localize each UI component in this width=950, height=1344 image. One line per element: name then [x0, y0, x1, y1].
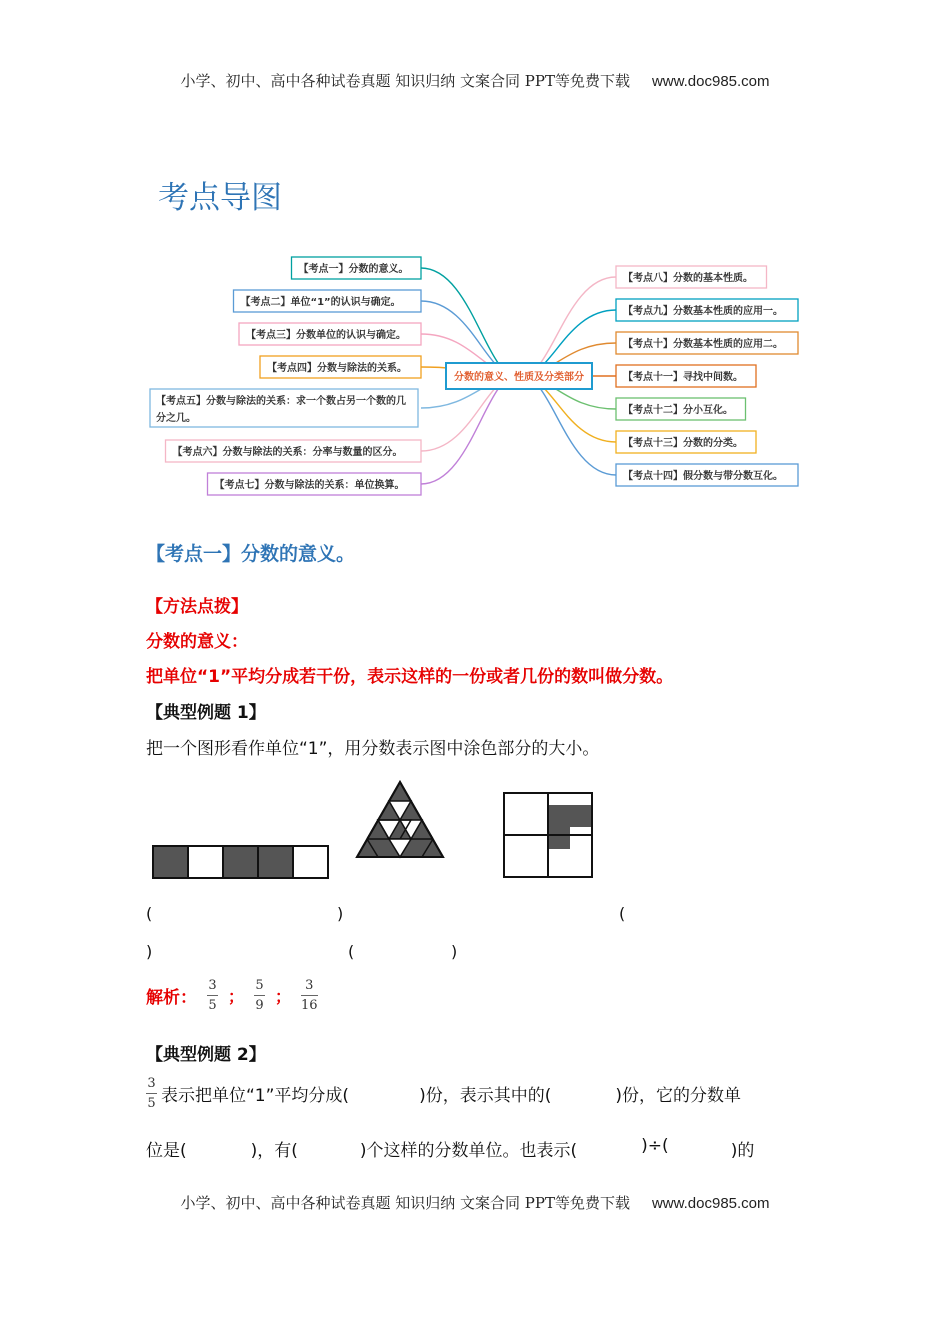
mind-map-node-right	[616, 266, 767, 288]
method-label: 【方法点拨】	[146, 597, 248, 617]
bar-cell-empty	[293, 846, 328, 878]
blank-2-open[interactable]: (	[619, 904, 626, 923]
mind-map-node-left	[150, 389, 418, 427]
numerator: 5	[255, 978, 264, 993]
mind-map-node-right	[616, 332, 798, 354]
answer-fraction-1	[207, 978, 218, 1013]
bar-cell-shaded	[153, 846, 188, 878]
example1-question: 把一个图形看作单位“1”，用分数表示图中涂色部分的大小。	[146, 739, 600, 759]
meaning-label: 分数的意义：	[146, 632, 248, 652]
square-white-small	[570, 827, 592, 849]
mind-map	[146, 246, 802, 508]
fraction-bar	[207, 995, 218, 996]
line2-part-b: )，有(	[250, 1141, 298, 1161]
mind-map-node-right	[616, 464, 798, 486]
node-label: 【考点十一】寻找中间数。	[623, 372, 743, 383]
page-header	[0, 70, 950, 91]
node-label: 【考点八】分数的基本性质。	[623, 273, 753, 284]
example1-figures	[150, 776, 610, 882]
line2-part-a: 位是(	[146, 1141, 187, 1161]
answer-label: 解析：	[146, 988, 197, 1008]
square-figure	[504, 793, 592, 877]
bar-figure	[153, 846, 328, 878]
mind-map-node-left	[234, 290, 422, 312]
mind-map-node-right	[616, 431, 756, 453]
mind-map-center	[446, 363, 592, 389]
node-label: 【考点四】分数与除法的关系。	[267, 363, 407, 374]
blank[interactable]	[187, 1136, 251, 1161]
denominator: 9	[255, 998, 264, 1013]
line1-part-b: )份，表示其中的(	[419, 1086, 552, 1106]
blank-3-open[interactable]: (	[348, 942, 355, 961]
example2-line2	[146, 1136, 754, 1161]
node-label: 【考点三】分数单位的认识与确定。	[246, 330, 406, 341]
example2-line1	[146, 1076, 810, 1111]
node-label: 【考点十】分数基本性质的应用二。	[623, 339, 783, 350]
line2-part-d: )÷(	[641, 1136, 669, 1156]
mind-map-node-right	[616, 398, 746, 420]
node-label: 【考点六】分数与除法的关系：分率与数量的区分。	[172, 447, 403, 458]
example1-answer	[146, 978, 318, 1013]
footer-text: 小学、初中、高中各种试卷真题 知识归纳 文案合同 PPT等免费下载	[180, 1194, 630, 1212]
node-label: 【考点七】分数与除法的关系：单位换算。	[214, 480, 405, 491]
blank-1-open[interactable]: (	[146, 904, 153, 923]
blank-2-close[interactable]: )	[146, 942, 153, 961]
numerator: 3	[147, 1076, 156, 1091]
footer-url[interactable]: www.doc985.com	[651, 1195, 770, 1212]
mind-map-node-left	[260, 356, 421, 378]
mind-map-node-right	[616, 299, 798, 321]
answer-separator: ；	[275, 987, 292, 1006]
example1-label: 【典型例题 1】	[146, 703, 266, 723]
blank-3-close[interactable]: )	[451, 942, 458, 961]
numerator: 3	[208, 978, 217, 993]
bar-cell-empty	[188, 846, 223, 878]
node-label: 【考点九】分数基本性质的应用一。	[623, 306, 783, 317]
page-title: 考点导图	[158, 180, 282, 216]
mind-map-node-right	[616, 365, 756, 387]
denominator: 5	[147, 1096, 156, 1111]
numerator: 3	[305, 978, 314, 993]
blank[interactable]	[298, 1136, 360, 1161]
answer-separator: ；	[228, 987, 245, 1006]
line2-part-e: )的	[730, 1141, 755, 1161]
denominator: 16	[301, 998, 318, 1013]
fraction-definition: 把单位“1”平均分成若干份，表示这样的一份或者几份的数叫做分数。	[146, 667, 674, 687]
section-heading: 【考点一】分数的意义。	[146, 543, 356, 565]
mind-map-node-left	[166, 440, 422, 462]
center-label: 分数的意义、性质及分类部分	[454, 372, 584, 383]
node-label: 【考点十二】分小互化。	[623, 405, 733, 416]
fraction-bar	[146, 1093, 157, 1094]
example2-label: 【典型例题 2】	[146, 1045, 266, 1065]
mind-map-node-left	[292, 257, 422, 279]
line2-part-c: )个这样的分数单位。也表示(	[359, 1141, 578, 1161]
example2-fraction	[146, 1076, 157, 1111]
bar-cell-shaded	[258, 846, 293, 878]
mind-map-node-left	[239, 323, 421, 345]
denominator: 5	[208, 998, 217, 1013]
page-footer	[0, 1192, 950, 1213]
node-label: 【考点十三】分数的分类。	[623, 438, 743, 449]
node-label: 【考点一】分数的意义。	[298, 264, 409, 275]
line1-part-a: 表示把单位“1”平均分成(	[161, 1086, 350, 1106]
blank[interactable]	[577, 1136, 641, 1161]
node-label: 分之几。	[156, 413, 196, 424]
header-url[interactable]: www.doc985.com	[651, 73, 770, 90]
header-text: 小学、初中、高中各种试卷真题 知识归纳 文案合同 PPT等免费下载	[180, 72, 630, 90]
fraction-bar	[301, 995, 318, 996]
answer-fraction-2	[254, 978, 265, 1013]
mind-map-node-left	[208, 473, 422, 495]
triangle-figure	[357, 782, 443, 857]
node-label: 【考点十四】假分数与带分数互化。	[623, 471, 783, 482]
blank[interactable]	[669, 1136, 731, 1161]
node-label: 【考点五】分数与除法的关系：求一个数占另一个数的几	[156, 396, 406, 407]
blank-1-close[interactable]: )	[337, 904, 344, 923]
fraction-bar	[254, 995, 265, 996]
bar-cell-shaded	[223, 846, 258, 878]
answer-fraction-3	[301, 978, 318, 1013]
node-label: 【考点二】单位“1”的认识与确定。	[240, 297, 401, 308]
line1-part-c: )份，它的分数单	[615, 1086, 741, 1106]
